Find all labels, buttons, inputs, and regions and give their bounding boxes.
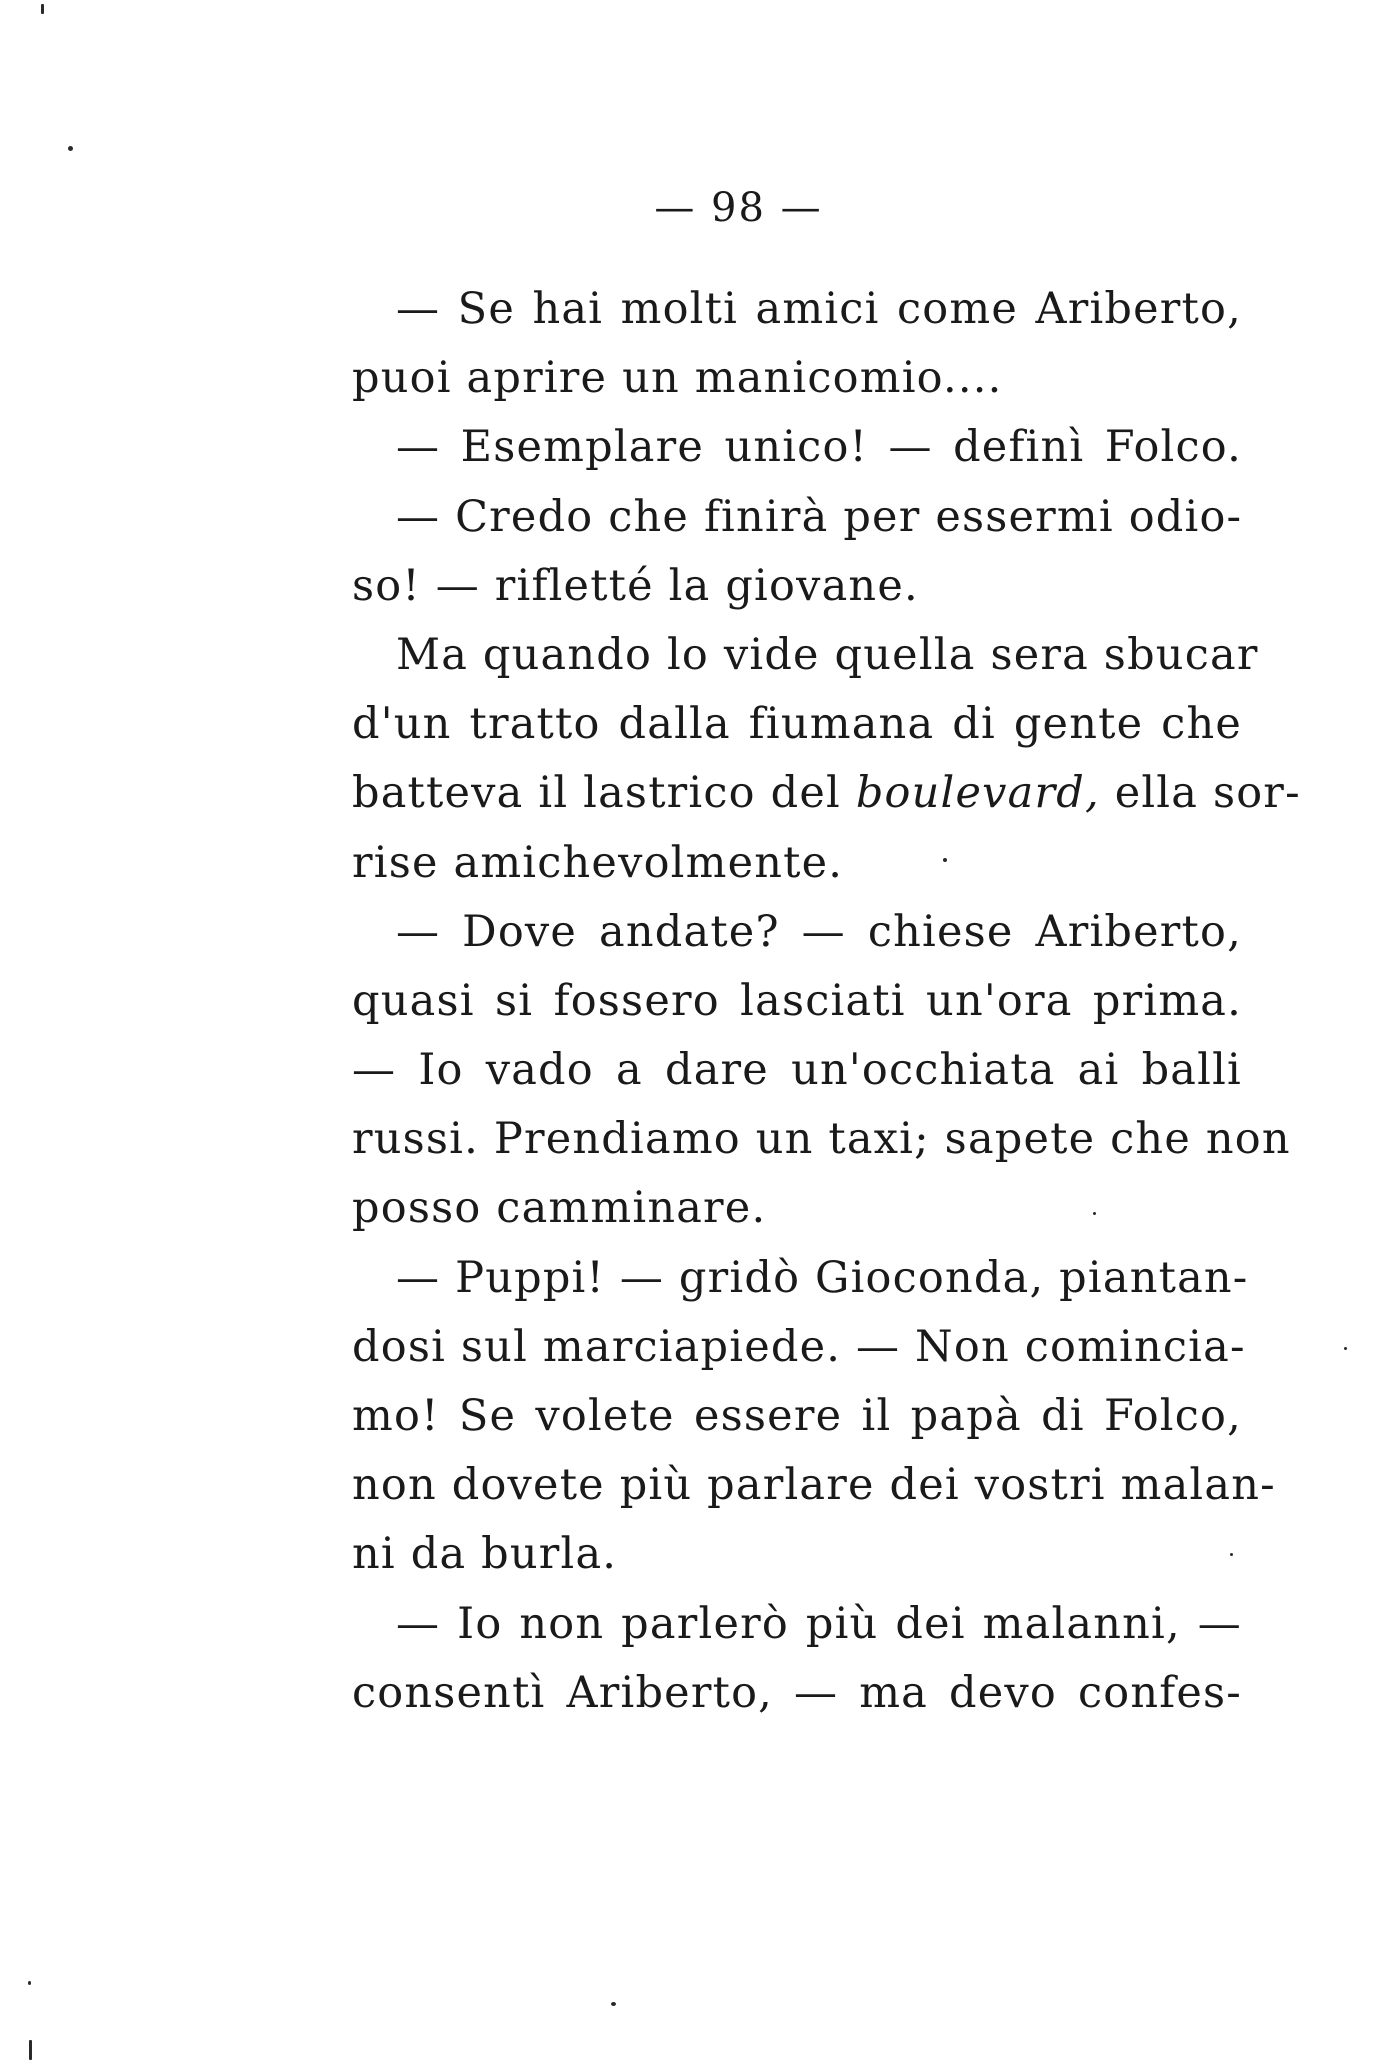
text-line-2: puoi aprire un manicomio.... bbox=[352, 353, 1003, 404]
text-line-3: — Esemplare unico! — definì Folco. bbox=[396, 422, 1242, 473]
scan-speck bbox=[943, 858, 947, 862]
text-line-8-start: batteva il lastrico del bbox=[352, 768, 856, 819]
scan-speck bbox=[41, 4, 44, 14]
scan-speck bbox=[1344, 1347, 1347, 1350]
scan-speck bbox=[68, 146, 73, 151]
text-line-4: — Credo che finirà per essermi odio- bbox=[396, 491, 1243, 542]
scan-speck bbox=[1093, 1212, 1096, 1215]
text-line-17: mo! Se volete essere il papà di Folco, bbox=[352, 1391, 1242, 1441]
text-line-8 bbox=[352, 759, 1301, 828]
text-line-7: d'un tratto dalla fiumana di gente che bbox=[352, 699, 1242, 750]
scan-speck bbox=[28, 1981, 31, 1985]
text-line-10: — Dove andate? — chiese Ariberto, bbox=[396, 906, 1242, 957]
scan-speck bbox=[1230, 1553, 1233, 1556]
text-line-14: posso camminare. bbox=[352, 1183, 767, 1234]
text-line-6: Ma quando lo vide quella sera sbucar bbox=[396, 629, 1259, 680]
italic-boulevard: boulevard, bbox=[855, 768, 1100, 819]
text-line-20: — Io non parlerò più dei malanni, — bbox=[396, 1598, 1242, 1649]
text-line-15: — Puppi! — gridò Gioconda, piantan- bbox=[396, 1252, 1249, 1303]
text-line-1: — Se hai molti amici come Ariberto, bbox=[396, 284, 1242, 334]
text-line-5: so! — rifletté la giovane. bbox=[352, 560, 919, 611]
text-line-13: russi. Prendiamo un taxi; sapete che non bbox=[352, 1114, 1291, 1165]
body-text bbox=[352, 275, 1301, 1728]
text-line-12: — Io vado a dare un'occhiata ai balli bbox=[352, 1045, 1242, 1096]
scan-speck bbox=[29, 2040, 32, 2060]
text-line-19: ni da burla. bbox=[352, 1529, 618, 1580]
text-line-18: non dovete più parlare dei vostri malan- bbox=[352, 1460, 1276, 1511]
scan-speck bbox=[611, 2002, 616, 2006]
text-line-21: consentì Ariberto, — ma devo confes- bbox=[352, 1667, 1242, 1718]
text-line-16: dosi sul marciapiede. — Non comincia- bbox=[352, 1321, 1246, 1372]
text-line-9: rise amichevolmente. bbox=[352, 837, 844, 888]
text-line-11: quasi si fossero lasciati un'ora prima. bbox=[352, 975, 1242, 1026]
text-line-8-end: ella sor- bbox=[1099, 768, 1301, 819]
page-number: — 98 — bbox=[654, 185, 823, 231]
